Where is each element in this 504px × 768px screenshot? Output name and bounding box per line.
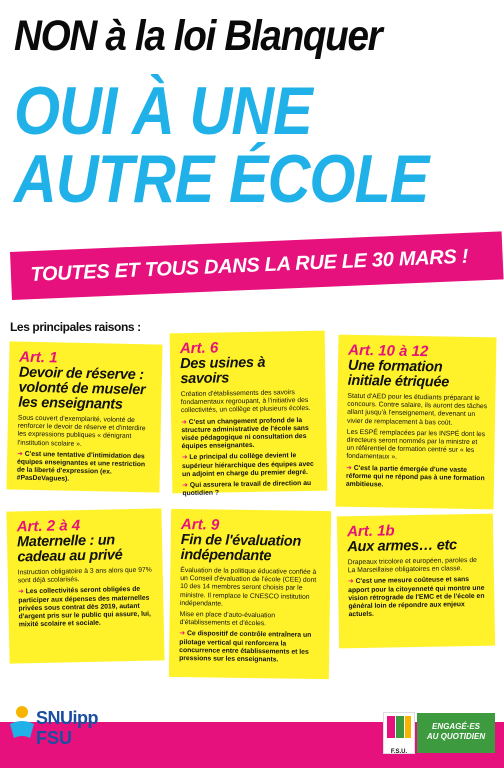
arrow-icon: ➜ [346, 464, 354, 472]
card-heading: Une formation initiale étriquée [347, 357, 450, 391]
reasons-label: Les principales raisons : [10, 320, 141, 334]
card-art-2-4 [6, 508, 164, 663]
card-text: Instruction obligatoire à 3 ans alors que 97% sont déjà scolarisés. [17, 566, 152, 585]
title-oui: OUI À UNE [14, 73, 312, 149]
card-text: Mise en place d'auto-évaluation d'établissements et d'écoles. [179, 611, 276, 628]
arrow-icon: ➜ [347, 578, 356, 586]
engage-line-1: ENGAGÉ·ES [431, 722, 480, 731]
card-article: Art. 9 [180, 516, 220, 534]
card-point: ➜ Le principal du collège devient le supérieur hiérarchique des équipes avec un adjoint en charge du premier degré. [181, 452, 314, 478]
title-autre-ecole: AUTRE ÉCOLE [14, 141, 429, 217]
card-article: Art. 2 à 4 [16, 517, 81, 536]
arrow-icon: ➜ [182, 482, 190, 490]
fsu-logo-text: F.S.U. [390, 749, 408, 755]
card-heading: Devoir de réserve : volonté de museler les enseignants [18, 364, 146, 413]
card-heading: Fin de l'évaluation indépendante [180, 532, 302, 565]
fsu-label: FSU [36, 728, 72, 748]
snuipp-label: SNUipp [36, 708, 98, 728]
card-point: ➜ Ce dispositif de contrôle entraînera un pilotage vertical qui renforcera la concurrence entre établissements et les pressions sur les enseignants. [179, 630, 312, 664]
arrow-icon: ➜ [181, 454, 190, 462]
card-article: Art. 10 à 12 [348, 341, 429, 361]
card-heading: Des usines à savoirs [180, 354, 266, 388]
card-heading: Maternelle : un cadeau au privé [16, 532, 123, 566]
card-article: Art. 1b [346, 522, 395, 541]
card-text: Création d'établissements des savoirs fondamentaux regroupant, à l'initiative des collectivités, un collège et plusieurs écoles. [180, 389, 311, 415]
card-art-1 [6, 341, 162, 492]
card-text: Drapeaux tricolore et européen, paroles de La Marseillaise obligatoires en classe. [347, 556, 477, 575]
card-point: ➜ Qui assurera le travail de direction au quotidien ? [182, 479, 312, 498]
card-article: Art. 6 [179, 339, 219, 358]
card-point: ➜ Les collectivités seront obligées de participer aux dépenses des maternelles privées sous contrat dès 2019, autant d'argent pris sur le public qui assure, lui, mixité scolaire et sociale. [18, 586, 151, 629]
arrow-icon: ➜ [17, 450, 25, 458]
engage-badge [417, 713, 495, 753]
card-text: Les ESPÉ remplacées par les INSPÉ dont les directeurs seront nommés par la ministre et un référentiel de formation centré sur « les fondamentaux ». [346, 428, 486, 462]
ribbon-text: TOUTES ET TOUS DANS LA RUE LE 30 MARS ! [30, 245, 469, 286]
card-art-9 [169, 509, 331, 679]
card-art-10-12 [336, 335, 497, 510]
arrow-icon: ➜ [18, 588, 26, 596]
card-article: Art. 1 [19, 348, 58, 367]
arrow-icon: ➜ [181, 418, 189, 426]
engage-line-2: AU QUOTIDIEN [426, 732, 486, 741]
card-text: Évaluation de la politique éducative confiée à un Conseil d'évaluation de l'école (CEE) dont 10 des 14 membres seront choisis par le ministre. Il remplace le CNESCO institution indépendante. [179, 567, 317, 608]
card-point: ➜ C'est un changement profond de la structure administrative de l'école sans visée pédagogique ni consultation des équipes enseignantes. [181, 416, 309, 451]
fsu-logo-icon [384, 713, 414, 743]
card-text: Statut d'AED pour les étudiants préparant le concours. Contre salaire, ils auront des tâches allant jusqu'à l'enseignement, devenant un vivier de remplacement à bas coût. [346, 392, 488, 427]
card-point: ➜ C'est une mesure coûteuse et sans apport pour la citoyenneté qui montre une vision rétrograde de l'EMC et de l'école en général loin de répondre aux enjeux actuels. [347, 576, 485, 619]
card-art-1b [337, 514, 495, 649]
card-art-6 [170, 331, 328, 498]
card-text: Sous couvert d'exemplarité, volonté de renforcer le devoir de réserve et d'interdire les expressions publiques « dénigrant l'institution scolaire ». [17, 414, 146, 448]
card-heading: Aux armes… etc [347, 537, 457, 556]
fsu-logo [383, 712, 415, 754]
card-point: ➜ C'est la partie émergée d'une vaste réforme qui ne répond pas à une formation ambitieuse. [345, 464, 485, 489]
title-non: NON à la loi Blanquer [14, 12, 382, 60]
snuipp-logo-icon [6, 704, 38, 760]
card-point: ➜ C'est une tentative d'intimidation des équipes enseignantes et une restriction de la liberté d'expression (ex. #PasDeVagues). [16, 450, 146, 484]
arrow-icon: ➜ [179, 630, 188, 638]
